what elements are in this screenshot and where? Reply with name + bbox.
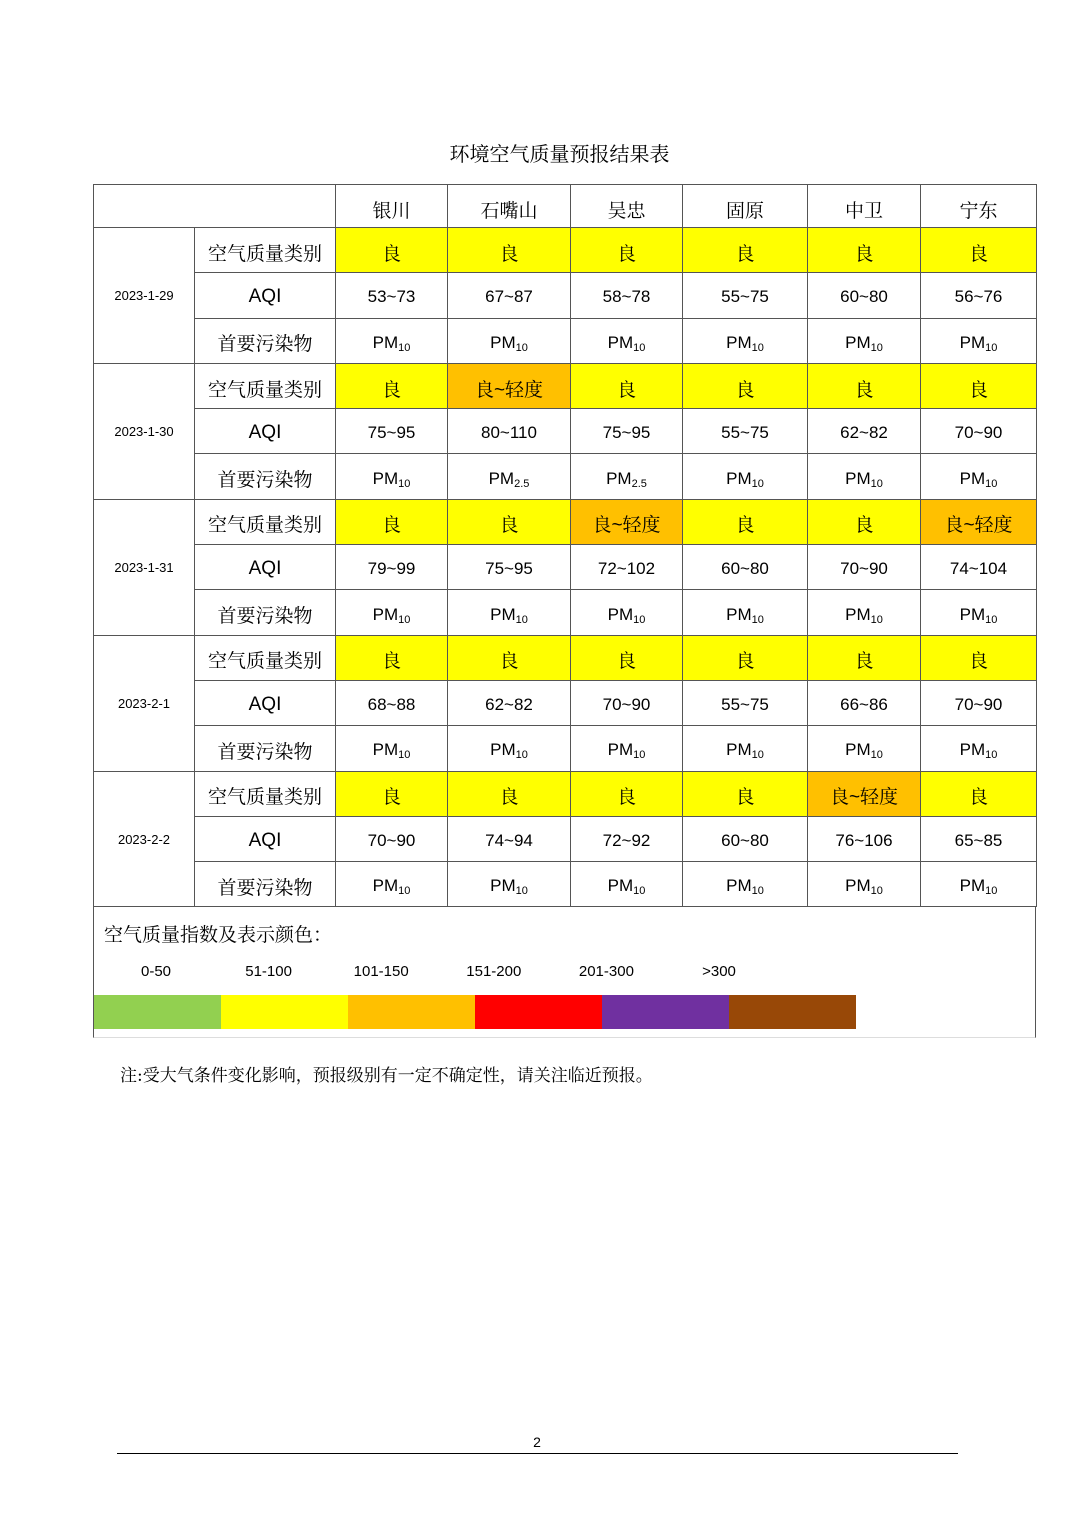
category-cell: 良: [336, 363, 448, 408]
legend-range-label: 151-200: [466, 963, 522, 980]
city-header: 宁东: [921, 185, 1037, 228]
category-cell: 良: [571, 228, 683, 273]
category-cell: 良: [336, 635, 448, 680]
legend-color-swatch: [348, 995, 475, 1029]
pollutant-cell: [921, 590, 1037, 635]
row-label-category: 空气质量类别: [195, 228, 336, 273]
category-cell: 良: [683, 635, 808, 680]
pollutant-subscript: 10: [870, 885, 883, 898]
pollutant-subscript: 2.5: [514, 477, 530, 490]
aqi-cell: 70~90: [336, 816, 448, 861]
category-cell: 良: [921, 363, 1037, 408]
category-cell: 良~轻度: [571, 499, 683, 544]
pollutant-symbol: PM: [845, 740, 871, 760]
pollutant-symbol: PM: [607, 604, 634, 624]
pollutant-cell: [683, 590, 808, 635]
forecast-date: 2023-1-31: [94, 499, 195, 635]
category-cell: 良: [448, 635, 571, 680]
table-row: [94, 862, 1037, 907]
legend-range-label: 201-300: [578, 963, 634, 980]
aqi-cell: 60~80: [683, 545, 808, 590]
pollutant-subscript: 10: [515, 885, 528, 898]
aqi-cell: 70~90: [808, 545, 921, 590]
pollutant-subscript: 10: [985, 477, 998, 490]
pollutant-symbol: PM: [845, 876, 871, 896]
pollutant-cell: [571, 726, 683, 771]
pollutant-subscript: 10: [633, 749, 646, 762]
category-cell: 良: [571, 363, 683, 408]
pollutant-subscript: 2.5: [631, 477, 647, 490]
forecast-date: 2023-2-1: [94, 635, 195, 771]
aqi-cell: 74~104: [921, 545, 1037, 590]
pollutant-subscript: 10: [751, 341, 764, 354]
pollutant-symbol: PM: [372, 332, 399, 352]
category-cell: 良: [808, 228, 921, 273]
pollutant-cell: [683, 454, 808, 499]
pollutant-subscript: 10: [751, 477, 764, 490]
category-cell: 良: [571, 771, 683, 816]
pollutant-symbol: PM: [959, 604, 986, 624]
forecast-date: 2023-2-2: [94, 771, 195, 907]
table-row: [94, 273, 1037, 318]
table-row: [94, 590, 1037, 635]
aqi-cell: 72~92: [571, 816, 683, 861]
page-number: 2: [533, 1434, 541, 1450]
pollutant-subscript: 10: [398, 749, 411, 762]
table-row: [94, 409, 1037, 454]
aqi-cell: 70~90: [921, 409, 1037, 454]
aqi-cell: 79~99: [336, 545, 448, 590]
forecast-note: 注:受大气条件变化影响，预报级别有一定不确定性，请关注临近预报。: [120, 1066, 653, 1086]
aqi-cell: 60~80: [808, 273, 921, 318]
pollutant-cell: [921, 454, 1037, 499]
category-cell: 良: [571, 635, 683, 680]
pollutant-cell: [448, 454, 571, 499]
forecast-date: 2023-1-29: [94, 228, 195, 364]
legend-range-label: >300: [702, 963, 736, 980]
city-header: 银川: [336, 185, 448, 228]
category-cell: 良: [683, 363, 808, 408]
footer-rule: [117, 1453, 958, 1454]
row-label-pollutant: 首要污染物: [195, 454, 336, 499]
aqi-cell: 74~94: [448, 816, 571, 861]
pollutant-subscript: 10: [398, 477, 411, 490]
pollutant-cell: [448, 590, 571, 635]
category-cell: 良: [921, 228, 1037, 273]
city-header: 石嘴山: [448, 185, 571, 228]
table-row: [94, 816, 1037, 861]
aqi-cell: 55~75: [683, 409, 808, 454]
pollutant-subscript: 10: [515, 341, 528, 354]
legend-range-label: 51-100: [245, 963, 292, 980]
table-row: [94, 318, 1037, 363]
aqi-cell: 53~73: [336, 273, 448, 318]
header-row: [94, 185, 1037, 228]
pollutant-symbol: PM: [607, 740, 634, 760]
pollutant-cell: [808, 726, 921, 771]
pollutant-subscript: 10: [870, 749, 883, 762]
aqi-cell: 58~78: [571, 273, 683, 318]
pollutant-cell: [448, 726, 571, 771]
table-row: [94, 726, 1037, 771]
row-label-pollutant: 首要污染物: [195, 862, 336, 907]
pollutant-symbol: PM: [959, 332, 986, 352]
pollutant-subscript: 10: [870, 613, 883, 626]
pollutant-cell: [808, 318, 921, 363]
aqi-cell: 75~95: [571, 409, 683, 454]
aqi-cell: 76~106: [808, 816, 921, 861]
pollutant-cell: [571, 590, 683, 635]
city-header: 中卫: [808, 185, 921, 228]
legend-color-swatch: [94, 995, 221, 1029]
pollutant-cell: [808, 454, 921, 499]
pollutant-cell: [683, 726, 808, 771]
pollutant-cell: [683, 862, 808, 907]
aqi-cell: 72~102: [571, 545, 683, 590]
pollutant-symbol: PM: [607, 332, 634, 352]
table-row: [94, 454, 1037, 499]
pollutant-symbol: PM: [726, 468, 752, 488]
pollutant-cell: [336, 862, 448, 907]
category-cell: 良~轻度: [921, 499, 1037, 544]
pollutant-symbol: PM: [490, 332, 516, 352]
table-row: [94, 635, 1037, 680]
legend-color-swatch: [475, 995, 602, 1029]
aqi-cell: 65~85: [921, 816, 1037, 861]
aqi-cell: 62~82: [448, 680, 571, 725]
row-label-aqi: AQI: [195, 816, 336, 861]
pollutant-subscript: 10: [515, 613, 528, 626]
pollutant-cell: [448, 862, 571, 907]
pollutant-cell: [571, 862, 683, 907]
page-title: 环境空气质量预报结果表: [449, 144, 670, 166]
pollutant-symbol: PM: [845, 332, 871, 352]
pollutant-subscript: 10: [633, 613, 646, 626]
row-label-category: 空气质量类别: [195, 363, 336, 408]
category-cell: 良: [336, 771, 448, 816]
pollutant-subscript: 10: [398, 341, 411, 354]
pollutant-symbol: PM: [726, 604, 752, 624]
pollutant-symbol: PM: [490, 740, 516, 760]
legend-range-label: 101-150: [353, 963, 409, 980]
pollutant-symbol: PM: [372, 876, 399, 896]
pollutant-symbol: PM: [726, 332, 752, 352]
forecast-table: [93, 184, 1037, 907]
pollutant-symbol: PM: [490, 876, 516, 896]
pollutant-cell: [336, 590, 448, 635]
pollutant-subscript: 10: [515, 749, 528, 762]
table-row: [94, 499, 1037, 544]
pollutant-subscript: 10: [633, 341, 646, 354]
aqi-cell: 60~80: [683, 816, 808, 861]
category-cell: 良~轻度: [808, 771, 921, 816]
category-cell: 良~轻度: [448, 363, 571, 408]
pollutant-symbol: PM: [607, 876, 634, 896]
aqi-cell: 80~110: [448, 409, 571, 454]
pollutant-symbol: PM: [726, 740, 752, 760]
row-label-pollutant: 首要污染物: [195, 726, 336, 771]
category-cell: 良: [808, 499, 921, 544]
category-cell: 良: [683, 771, 808, 816]
legend-color-swatch: [729, 995, 856, 1029]
aqi-cell: 75~95: [336, 409, 448, 454]
pollutant-cell: [921, 726, 1037, 771]
pollutant-symbol: PM: [959, 876, 986, 896]
category-cell: 良: [808, 635, 921, 680]
category-cell: 良: [808, 363, 921, 408]
pollutant-cell: [683, 318, 808, 363]
pollutant-subscript: 10: [751, 749, 764, 762]
aqi-color-legend: [93, 906, 1036, 1038]
category-cell: 良: [683, 228, 808, 273]
category-cell: 良: [448, 499, 571, 544]
pollutant-cell: [336, 726, 448, 771]
table-row: [94, 680, 1037, 725]
pollutant-symbol: PM: [959, 740, 986, 760]
pollutant-cell: [571, 318, 683, 363]
legend-color-swatch: [602, 995, 729, 1029]
row-label-pollutant: 首要污染物: [195, 318, 336, 363]
pollutant-symbol: PM: [372, 468, 399, 488]
aqi-cell: 55~75: [683, 273, 808, 318]
pollutant-subscript: 10: [870, 477, 883, 490]
legend-color-swatch: [221, 995, 348, 1029]
pollutant-cell: [336, 318, 448, 363]
pollutant-subscript: 10: [398, 613, 411, 626]
pollutant-symbol: PM: [490, 604, 516, 624]
category-cell: 良: [448, 228, 571, 273]
pollutant-cell: [921, 862, 1037, 907]
pollutant-symbol: PM: [845, 604, 871, 624]
pollutant-symbol: PM: [959, 468, 986, 488]
pollutant-subscript: 10: [985, 885, 998, 898]
row-label-category: 空气质量类别: [195, 499, 336, 544]
corner-cell: [94, 185, 336, 228]
pollutant-cell: [808, 862, 921, 907]
forecast-date: 2023-1-30: [94, 363, 195, 499]
category-cell: 良: [336, 228, 448, 273]
pollutant-cell: [808, 590, 921, 635]
aqi-cell: 68~88: [336, 680, 448, 725]
pollutant-symbol: PM: [606, 468, 632, 488]
aqi-cell: 66~86: [808, 680, 921, 725]
table-row: [94, 228, 1037, 273]
aqi-cell: 56~76: [921, 273, 1037, 318]
category-cell: 良: [683, 499, 808, 544]
row-label-category: 空气质量类别: [195, 635, 336, 680]
pollutant-subscript: 10: [985, 613, 998, 626]
pollutant-subscript: 10: [985, 341, 998, 354]
pollutant-subscript: 10: [985, 749, 998, 762]
pollutant-cell: [336, 454, 448, 499]
pollutant-symbol: PM: [372, 604, 399, 624]
category-cell: 良: [921, 771, 1037, 816]
aqi-cell: 75~95: [448, 545, 571, 590]
pollutant-subscript: 10: [398, 885, 411, 898]
pollutant-symbol: PM: [845, 468, 871, 488]
city-header: 固原: [683, 185, 808, 228]
pollutant-cell: [921, 318, 1037, 363]
table-row: [94, 545, 1037, 590]
category-cell: 良: [448, 771, 571, 816]
row-label-category: 空气质量类别: [195, 771, 336, 816]
category-cell: 良: [921, 635, 1037, 680]
table-row: [94, 363, 1037, 408]
row-label-aqi: AQI: [195, 273, 336, 318]
pollutant-subscript: 10: [751, 885, 764, 898]
category-cell: 良: [336, 499, 448, 544]
pollutant-subscript: 10: [751, 613, 764, 626]
pollutant-cell: [448, 318, 571, 363]
pollutant-symbol: PM: [488, 468, 515, 488]
legend-range-label: 0-50: [140, 963, 172, 980]
pollutant-subscript: 10: [633, 885, 646, 898]
pollutant-symbol: PM: [372, 740, 399, 760]
row-label-aqi: AQI: [195, 409, 336, 454]
aqi-cell: 70~90: [571, 680, 683, 725]
row-label-aqi: AQI: [195, 545, 336, 590]
aqi-cell: 62~82: [808, 409, 921, 454]
aqi-cell: 67~87: [448, 273, 571, 318]
city-header: 吴忠: [571, 185, 683, 228]
aqi-cell: 55~75: [683, 680, 808, 725]
pollutant-subscript: 10: [870, 341, 883, 354]
legend-title: 空气质量指数及表示颜色：: [104, 925, 333, 946]
aqi-cell: 70~90: [921, 680, 1037, 725]
row-label-aqi: AQI: [195, 680, 336, 725]
row-label-pollutant: 首要污染物: [195, 590, 336, 635]
table-row: [94, 771, 1037, 816]
pollutant-cell: [571, 454, 683, 499]
pollutant-symbol: PM: [726, 876, 752, 896]
